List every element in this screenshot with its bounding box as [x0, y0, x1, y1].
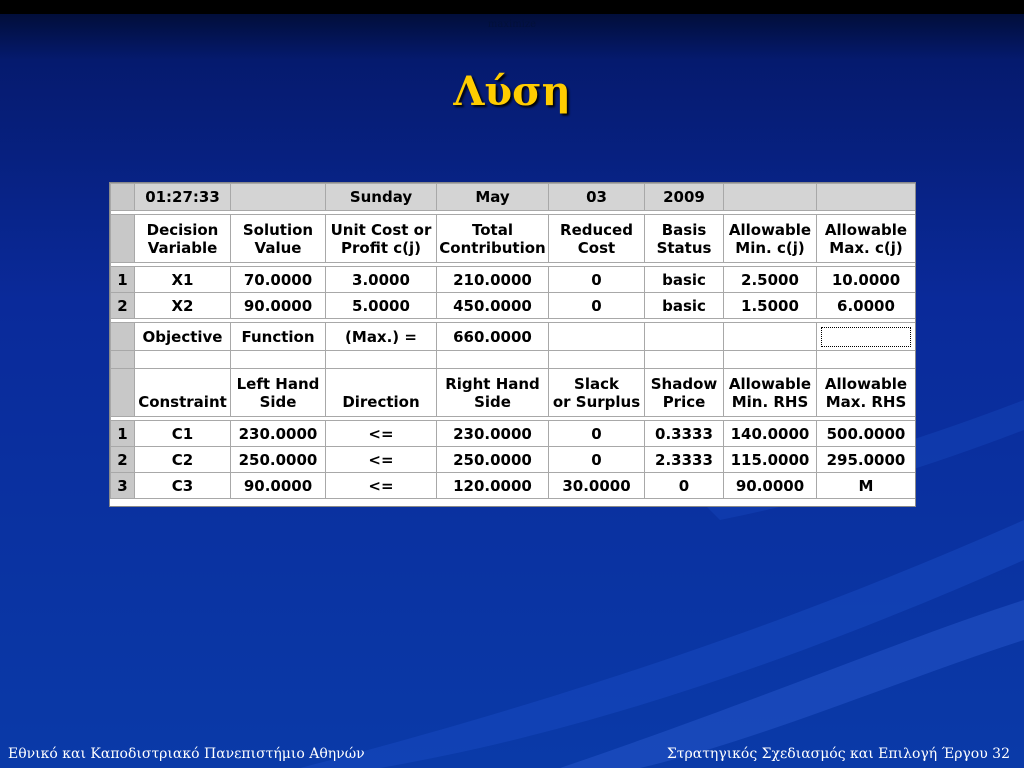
column-header: Left Hand Side: [231, 369, 326, 417]
table-cell[interactable]: 210.0000: [437, 267, 549, 293]
objective-cell[interactable]: [549, 323, 645, 351]
blank-cell[interactable]: [549, 351, 645, 369]
variable-header-row: [111, 215, 916, 263]
blank-cell[interactable]: [326, 351, 437, 369]
date-cell[interactable]: [724, 184, 817, 211]
row-header: 1: [111, 421, 135, 447]
objective-cell[interactable]: 660.0000: [437, 323, 549, 351]
footer-course-page: Στρατηγικός Σχεδιασμός και Επιλογή Έργου 32: [666, 746, 1010, 762]
date-row: [111, 184, 916, 211]
row-header: 3: [111, 473, 135, 499]
table-cell[interactable]: basic: [645, 293, 724, 319]
table-cell[interactable]: 0: [549, 421, 645, 447]
table-cell[interactable]: C3: [135, 473, 231, 499]
table-cell[interactable]: 2.3333: [645, 447, 724, 473]
constraint-row: [111, 421, 916, 447]
table-cell[interactable]: 3.0000: [326, 267, 437, 293]
blank-cell[interactable]: [645, 351, 724, 369]
blank-cell[interactable]: [437, 351, 549, 369]
column-header: Shadow Price: [645, 369, 724, 417]
date-cell[interactable]: May: [437, 184, 549, 211]
row-header: [111, 351, 135, 369]
table-cell[interactable]: 70.0000: [231, 267, 326, 293]
column-header: Allowable Max. c(j): [817, 215, 916, 263]
table-cell[interactable]: <=: [326, 421, 437, 447]
row-header: [111, 369, 135, 417]
footer-university: Εθνικό και Καποδιστριακό Πανεπιστήμιο Αθηνών: [8, 746, 365, 762]
slide-title: Λύση: [453, 68, 571, 115]
table-cell[interactable]: X1: [135, 267, 231, 293]
column-header: Allowable Min. RHS: [724, 369, 817, 417]
row-header: [111, 184, 135, 211]
table-cell[interactable]: 115.0000: [724, 447, 817, 473]
blank-cell[interactable]: [724, 351, 817, 369]
table-cell[interactable]: 90.0000: [231, 293, 326, 319]
objective-cell[interactable]: [724, 323, 817, 351]
date-cell[interactable]: 2009: [645, 184, 724, 211]
row-header: [111, 215, 135, 263]
table-cell[interactable]: 140.0000: [724, 421, 817, 447]
table-cell[interactable]: 0: [549, 267, 645, 293]
row-header: 1: [111, 267, 135, 293]
table-cell[interactable]: 0.3333: [645, 421, 724, 447]
table-cell[interactable]: 90.0000: [724, 473, 817, 499]
column-header: Decision Variable: [135, 215, 231, 263]
table-cell[interactable]: 450.0000: [437, 293, 549, 319]
table-cell[interactable]: <=: [326, 473, 437, 499]
spreadsheet-panel: [109, 182, 916, 507]
table-cell[interactable]: 120.0000: [437, 473, 549, 499]
row-header: 2: [111, 447, 135, 473]
table-cell[interactable]: 10.0000: [817, 267, 916, 293]
table-cell[interactable]: 6.0000: [817, 293, 916, 319]
slide-subtitle: maximize: [487, 19, 537, 30]
blank-cell[interactable]: [817, 351, 916, 369]
date-cell[interactable]: [817, 184, 916, 211]
date-cell[interactable]: 03: [549, 184, 645, 211]
variable-row: [111, 293, 916, 319]
column-header: Right Hand Side: [437, 369, 549, 417]
column-header: Allowable Max. RHS: [817, 369, 916, 417]
row-header: 2: [111, 293, 135, 319]
blank-cell[interactable]: [135, 351, 231, 369]
table-cell[interactable]: basic: [645, 267, 724, 293]
column-header: Total Contribution: [437, 215, 549, 263]
table-cell[interactable]: 500.0000: [817, 421, 916, 447]
table-cell[interactable]: 0: [549, 293, 645, 319]
column-header: Direction: [326, 369, 437, 417]
date-cell[interactable]: 01:27:33: [135, 184, 231, 211]
solution-table: [110, 183, 916, 499]
blank-cell[interactable]: [231, 351, 326, 369]
column-header: Slack or Surplus: [549, 369, 645, 417]
objective-cell[interactable]: [645, 323, 724, 351]
column-header: Solution Value: [231, 215, 326, 263]
table-cell[interactable]: 1.5000: [724, 293, 817, 319]
objective-row: [111, 323, 916, 351]
date-cell[interactable]: Sunday: [326, 184, 437, 211]
table-cell[interactable]: 30.0000: [549, 473, 645, 499]
table-cell[interactable]: 250.0000: [437, 447, 549, 473]
table-cell[interactable]: 0: [645, 473, 724, 499]
constraint-row: [111, 473, 916, 499]
column-header: Basis Status: [645, 215, 724, 263]
active-cell-marker[interactable]: [821, 327, 911, 347]
table-cell[interactable]: X2: [135, 293, 231, 319]
table-cell[interactable]: C1: [135, 421, 231, 447]
row-header: [111, 323, 135, 351]
table-cell[interactable]: 250.0000: [231, 447, 326, 473]
objective-cell[interactable]: Function: [231, 323, 326, 351]
table-cell[interactable]: 2.5000: [724, 267, 817, 293]
table-cell[interactable]: 230.0000: [231, 421, 326, 447]
constraint-row: [111, 447, 916, 473]
date-cell[interactable]: [231, 184, 326, 211]
column-header: Allowable Min. c(j): [724, 215, 817, 263]
table-cell[interactable]: M: [817, 473, 916, 499]
table-cell[interactable]: 90.0000: [231, 473, 326, 499]
objective-cell[interactable]: Objective: [135, 323, 231, 351]
objective-cell[interactable]: (Max.) =: [326, 323, 437, 351]
column-header: Reduced Cost: [549, 215, 645, 263]
blank-row: [111, 351, 916, 369]
objective-cell[interactable]: [817, 323, 916, 351]
variable-row: [111, 267, 916, 293]
top-bar: [0, 0, 1024, 14]
table-cell[interactable]: <=: [326, 447, 437, 473]
table-cell[interactable]: 295.0000: [817, 447, 916, 473]
table-cell[interactable]: 5.0000: [326, 293, 437, 319]
table-cell[interactable]: 230.0000: [437, 421, 549, 447]
table-cell[interactable]: C2: [135, 447, 231, 473]
constraint-header-row: [111, 369, 916, 417]
column-header: Constraint: [135, 369, 231, 417]
table-cell[interactable]: 0: [549, 447, 645, 473]
column-header: Unit Cost or Profit c(j): [326, 215, 437, 263]
